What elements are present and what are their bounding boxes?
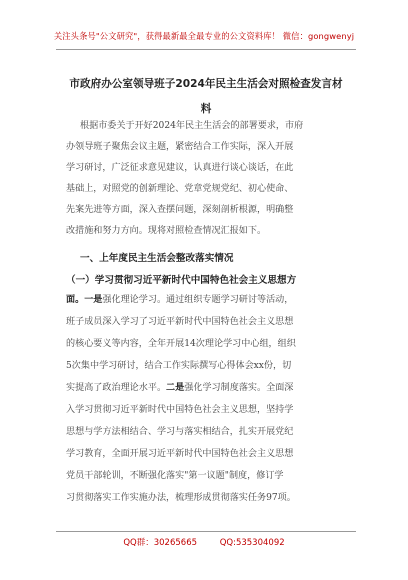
title-line-2: 料 [200, 103, 212, 115]
subsection-heading-continued [66, 294, 352, 306]
body-line-mixed [66, 382, 352, 394]
body-line: 入学习贯彻习近平新时代中国特色社会主义思想，坚持学 [66, 405, 294, 415]
body-line: 党员干部轮训，不断强化落实"第一议题"制度，修订学 [66, 471, 284, 481]
body-line: 习贯彻落实工作实施办法，梳理形成贯彻落实任务97项。 [66, 493, 296, 503]
footer-qq-group: QQ群：30265665 [123, 538, 198, 548]
header-divider [56, 49, 356, 50]
body-text: 实提高了政治理论水平。 [66, 383, 167, 393]
body-text: 强化理论学习。通过组织专题学习研讨等活动， [102, 295, 294, 305]
body-line: 的核心要义等内容，全年开展14次理论学习中心组，组织 [66, 339, 296, 349]
body-text: 强化学习制度落实。全面深 [184, 383, 294, 393]
document-title [56, 72, 356, 122]
body-line: 学习教育，全面开展习近平新时代中国特色社会主义思想 [66, 449, 294, 459]
body-line: 5次集中学习研讨，结合工作实际撰写心得体会xx份，切 [66, 361, 292, 371]
intro-line: 基础上，对照党的创新理论、党章党规党纪、初心使命、 [66, 184, 294, 194]
body-line: 思想与学方法相结合、学习与落实相结合，扎实开展党纪 [66, 427, 294, 437]
footer-divider [56, 531, 356, 532]
intro-line: 学习研讨，广泛征求意见建议，认真进行谈心谈话，在此 [66, 163, 294, 173]
intro-line: 根据市委关于开好2024年民主生活会的部署要求，市府 [80, 121, 304, 131]
header-promo-note: 关注头条号"公文研究"，获得最新最全最专业的公文资料库！ 微信：gongwenyj [53, 31, 355, 41]
footer-qq-number: QQ:535304092 [219, 538, 285, 548]
intro-line: 改措施和努力方向。现将对照检查情况汇报如下。 [66, 226, 267, 236]
section-heading: 一、上年度民主生活会整改落实情况 [80, 253, 234, 264]
footer-contact [0, 536, 408, 548]
title-line-1: 市政府办公室领导班子2024年民主生活会对照检查发言材 [69, 78, 343, 90]
body-line: 班子成员深入学习了习近平新时代中国特色社会主义思想 [66, 317, 294, 327]
bold-lead: 二是 [166, 383, 185, 393]
subsection-heading: （一）学习贯彻习近平新时代中国特色社会主义思想方 [66, 275, 297, 286]
intro-line: 办领导班子聚焦会议主题，紧密结合工作实际，深入开展 [66, 142, 294, 152]
intro-line: 先案先进等方面，深入查摆问题，深刻剖析根源，明确整 [66, 205, 294, 215]
bold-lead: 面。一是 [66, 295, 103, 305]
